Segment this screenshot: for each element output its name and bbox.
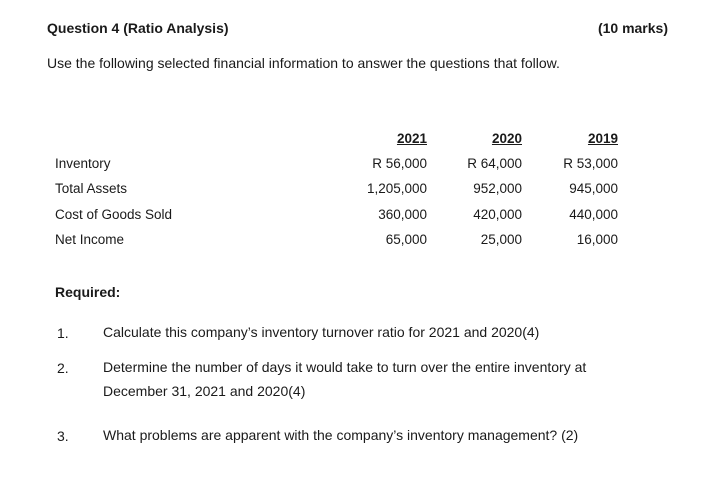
- cell-value: 440,000: [569, 207, 618, 222]
- required-heading: Required:: [55, 284, 121, 300]
- question-text: Calculate this company’s inventory turnover ratio for 2021 and 2020(4): [103, 324, 540, 340]
- year-header-2020: 2020: [491, 131, 522, 146]
- row-label-cost-of-goods-sold: Cost of Goods Sold: [55, 207, 173, 222]
- cell-value: 25,000: [480, 232, 522, 247]
- cell-value: 952,000: [473, 181, 522, 196]
- cell-value: 945,000: [569, 181, 618, 196]
- question-number: 2.: [57, 360, 69, 376]
- cell-value: 360,000: [378, 207, 427, 222]
- cell-value: 16,000: [576, 232, 618, 247]
- marks-label: (10 marks): [597, 20, 668, 36]
- question-title: Question 4 (Ratio Analysis): [47, 20, 229, 36]
- question-number: 3.: [57, 428, 69, 444]
- cell-value: 65,000: [385, 232, 427, 247]
- row-label-net-income: Net Income: [55, 232, 125, 247]
- cell-value: 420,000: [473, 207, 522, 222]
- cell-value: 1,205,000: [366, 181, 427, 196]
- row-label-total-assets: Total Assets: [55, 181, 128, 196]
- cell-value: R 53,000: [563, 156, 618, 171]
- intro-text: Use the following selected financial information to answer the questions that follow.: [47, 55, 560, 71]
- cell-value: R 64,000: [467, 156, 522, 171]
- question-text: Determine the number of days it would take to turn over the entire inventory at December 31, 2021 and 2020(4): [103, 359, 587, 399]
- row-label-inventory: Inventory: [55, 156, 111, 171]
- cell-value: R 56,000: [372, 156, 427, 171]
- question-text: What problems are apparent with the company’s inventory management? (2): [103, 427, 579, 443]
- year-header-2021: 2021: [396, 131, 427, 146]
- question-number: 1.: [57, 325, 69, 341]
- year-header-2019: 2019: [587, 131, 618, 146]
